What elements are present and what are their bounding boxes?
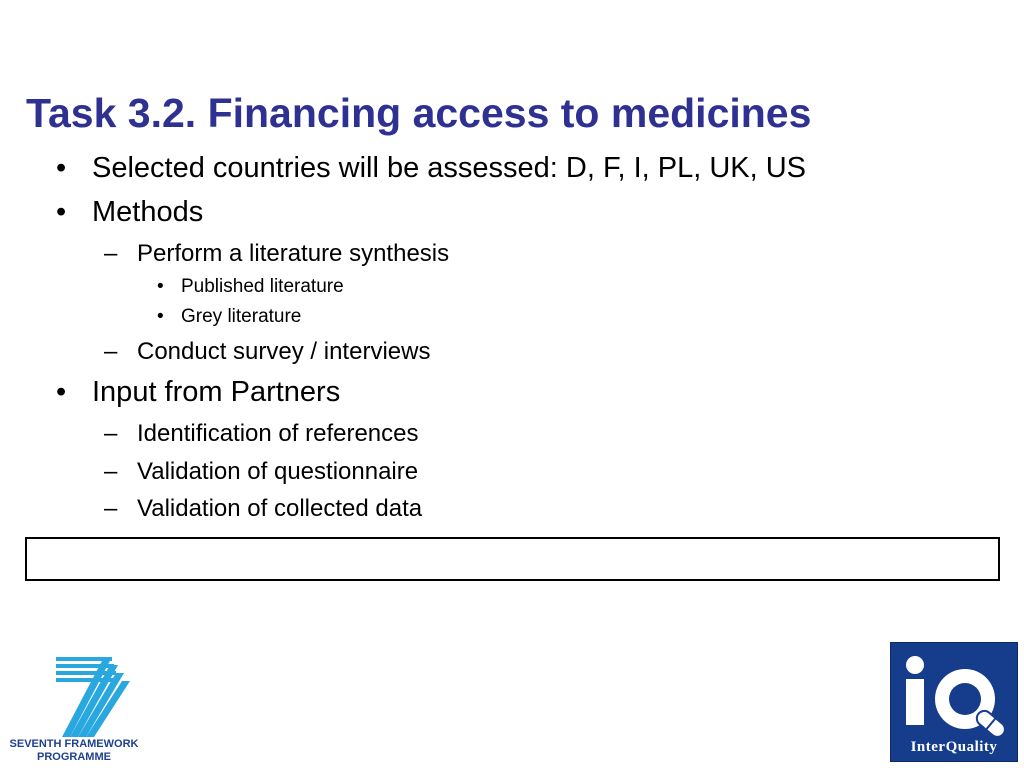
- sub-bullet-item: Identification of references: [137, 420, 419, 447]
- sub-bullet-item: Conduct survey / interviews: [137, 338, 431, 365]
- sub-bullet-item: Perform a literature synthesis: [137, 240, 450, 267]
- sub-sub-bullet-item: Published literature: [181, 276, 344, 297]
- sub-bullet-marker: –: [104, 240, 118, 267]
- slide-title: Task 3.2. Financing access to medicines: [26, 90, 812, 136]
- bullet-marker: •: [56, 376, 67, 408]
- bullet-marker: •: [56, 196, 67, 228]
- sub-bullet-marker: –: [104, 495, 118, 522]
- iq-logo-icon: [891, 643, 1017, 739]
- bullet-marker: •: [56, 152, 67, 184]
- sub-bullet-marker: –: [104, 458, 118, 485]
- sub-bullet-marker: –: [104, 338, 118, 365]
- bullet-item: Selected countries will be assessed: D, F, I, PL, UK, US: [92, 152, 807, 184]
- sub-sub-bullet-item: Grey literature: [181, 306, 302, 327]
- sub-bullet-marker: –: [104, 420, 118, 447]
- empty-text-box: [25, 537, 1000, 581]
- interquality-logo-text: InterQuality: [910, 739, 998, 755]
- sub-bullet-item: Validation of questionnaire: [137, 458, 419, 485]
- fp7-logo-line2: PROGRAMME: [37, 751, 111, 763]
- sub-bullet-item: Validation of collected data: [137, 495, 423, 522]
- bullet-item: Methods: [92, 196, 204, 228]
- fp7-logo-line1: SEVENTH FRAMEWORK: [9, 738, 139, 750]
- bullet-item: Input from Partners: [92, 376, 341, 408]
- sub-sub-bullet-marker: •: [157, 276, 164, 297]
- interquality-logo: [890, 642, 1018, 762]
- sub-sub-bullet-marker: •: [157, 306, 164, 327]
